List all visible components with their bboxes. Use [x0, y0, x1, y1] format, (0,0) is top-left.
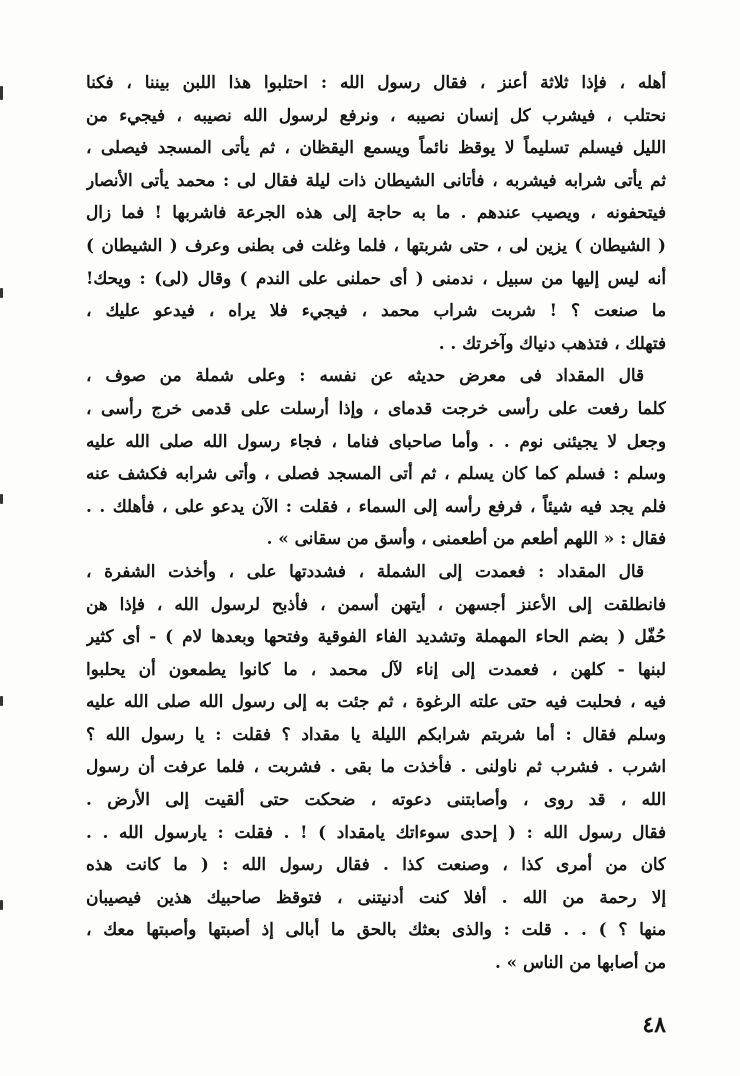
text-line: ثم يأتى شرابه فيشربه ، فأتانى الشيطان ذات ليلة فقال لى : محمد يأتى الأنصار [86, 169, 666, 190]
text-line: لبنها - كلهن ، فعمدت إلى إناء لآل محمد ، ما كانوا يطمعون أن يحلبوا [86, 658, 666, 679]
text-line: فيه ، فحلبت فيه حتى علته الرغوة ، ثم جئت به إلى رسول الله صلى الله عليه [86, 691, 666, 712]
text-line: منها ؟ ) . . قلت : والذى بعثك بالحق ما أبالى إذ أصبتها وأصبتها معك ، [86, 919, 666, 940]
text-line: من أصابها من الناس » . [494, 952, 666, 973]
text-line: فلم يجد فيه شيئاً ، فرفع رأسه إلى السماء ، فقلت : الآن يدعو على ، فأهلك . . [86, 495, 666, 516]
scan-edge-mark [0, 900, 3, 910]
text-line: اشرب . فشرب ثم ناولنى . فأخذت ما بقى . فشربت ، فلما عرفت أن رسول [86, 756, 666, 777]
page-number: ٤٨ [642, 1012, 666, 1038]
text-line: كان من أمرى كذا ، وصنعت كذا . فقال رسول الله : ( ما كانت هذه [86, 854, 666, 875]
text-line: حُفّل ( بضم الحاء المهملة وتشديد الفاء الفوقية وفتحها وبعدها لام ) - أى كثير [86, 626, 666, 647]
text-line: الليل فيسلم تسليماً لا يوقظ نائماً ويسمع اليقظان ، ثم يأتى المسجد فيصلى ، [86, 137, 666, 158]
text-line: إلا رحمة من الله . أفلا كنت أدنيتنى ، فتوقظ صاحبيك هذين فيصيبان [86, 886, 666, 907]
text-line: قال المقداد : فعمدت إلى الشملة ، فشددتها على ، وأخذت الشفرة ، [86, 560, 644, 581]
text-line: فانطلقت إلى الأعنز أجسهن ، أيتهن أسمن ، فأذبح لرسول الله ، فإذا هن [86, 593, 666, 614]
text-line: أهله ، فإذا ثلاثة أعنز ، فقال رسول الله : احتلبوا هذا اللبن بيننا ، فكنا [86, 72, 666, 92]
text-line: الله ، قد روى ، وأصابتنى دعوته ، ضحكت حتى ألقيت إلى الأرض . [86, 789, 666, 810]
text-line: وسلم فقال : أما شربتم شرابكم الليلة يا مقداد ؟ فقلت : يا رسول الله ؟ [86, 723, 666, 744]
scan-edge-mark [0, 696, 3, 706]
text-line: فقال رسول الله : ( إحدى سوءاتك يامقداد ) ! . فقلت : يارسول الله . . [86, 821, 666, 842]
scan-edge-mark [0, 86, 3, 100]
text-line: أنه ليس إليها من سبيل ، ندمنى ( أى حملنى على الندم ) وقال (لى) : ويحك! [86, 267, 666, 288]
scan-edge-mark [0, 288, 3, 298]
book-page [40, 0, 700, 1076]
page-body-text [86, 66, 666, 979]
scan-edge-mark [0, 494, 3, 504]
text-line: نحتلب ، فيشرب كل إنسان نصيبه ، ونرفع لرسول الله نصيبه ، فيجيء من [86, 104, 666, 125]
text-line: فيتحفونه ، ويصيب عندهم . ما به حاجة إلى هذه الجرعة فاشربها ! فما زال [86, 202, 666, 223]
text-line: ما صنعت ؟ ! شربت شراب محمد ، فيجيء فلا يراه ، فيدعو عليك ، [86, 300, 666, 321]
text-line: وسلم : فسلم كما كان يسلم ، ثم أتى المسجد فصلى ، وأتى شرابه فكشف عنه [86, 463, 666, 484]
text-line: فتهلك ، فتذهب دنياك وآخرتك . . [438, 332, 666, 353]
text-line: ( الشيطان ) يزين لى ، حتى شربتها ، فلما وغلت فى بطنى وعرف ( الشيطان ) [86, 234, 666, 255]
text-line: قال المقداد فى معرض حديثه عن نفسه : وعلى شملة من صوف ، [86, 365, 644, 386]
text-line: وجعل لا يجيئنى نوم . . وأما صاحباى فناما ، فجاء رسول الله صلى الله عليه [86, 430, 666, 451]
text-line: كلما رفعت على رأسى خرجت قدماى ، وإذا أرسلت على قدمى خرج رأسى ، [86, 397, 666, 418]
text-line: فقال : « اللهم أطعم من أطعمنى ، وأسق من سقانى » . [266, 528, 666, 549]
